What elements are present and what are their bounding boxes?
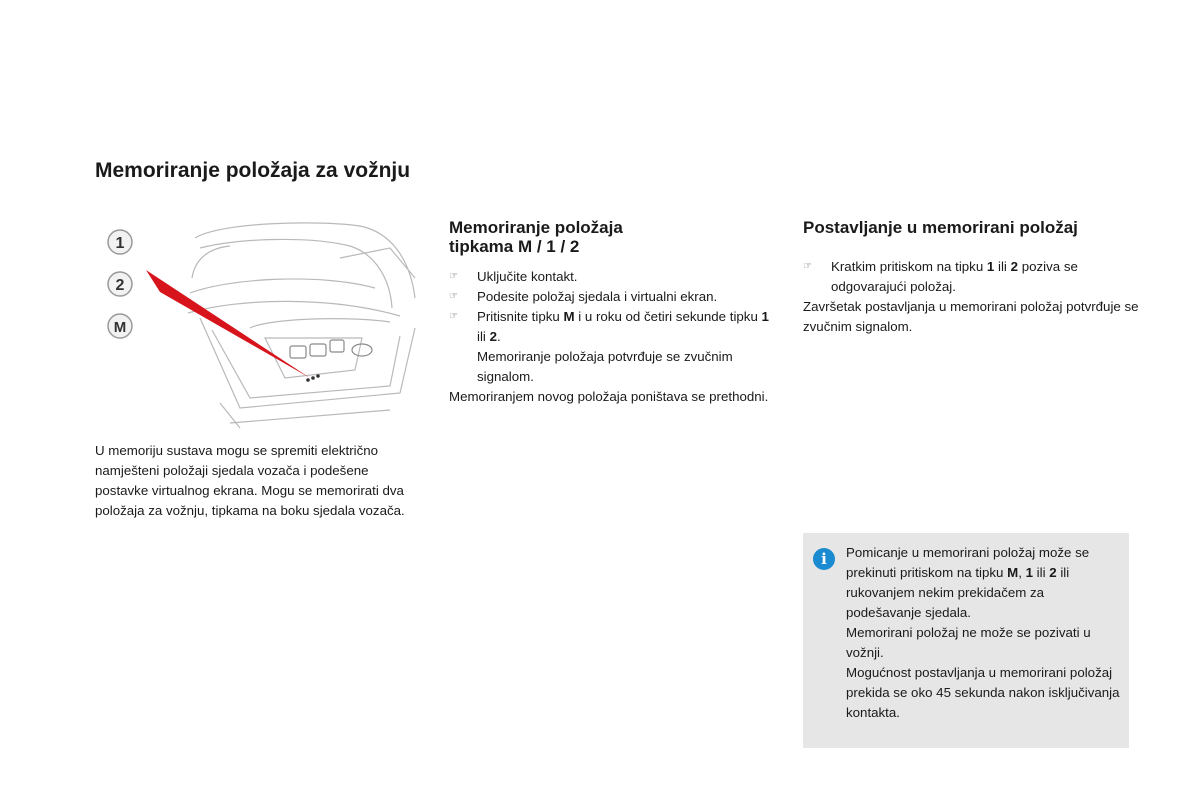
info-paragraph-2: Memorirani položaj ne može se pozivati u vožnji. <box>846 625 1091 660</box>
store-position-section <box>449 218 779 407</box>
section-heading: Memoriranje položaja tipkama M / 1 / 2 <box>449 218 623 256</box>
footer-note: Memoriranjem novog položaja poništava se prethodni. <box>449 389 769 404</box>
svg-text:1: 1 <box>115 235 125 252</box>
info-paragraph-3: Mogućnost postavljanja u memorirani položaj prekida se oko 45 sekunda nakon isključivanja kontakta. <box>846 665 1120 720</box>
pointer-wedge <box>146 270 310 378</box>
bullet-hand-icon: ☞ <box>449 311 458 322</box>
button-m-icon <box>108 314 132 338</box>
button-2-icon <box>108 272 132 296</box>
list-item: ☞ Podesite položaj sjedala i virtualni ekran. <box>449 287 779 307</box>
section-heading: Postavljanje u memorirani položaj <box>803 218 1078 237</box>
info-box <box>803 533 1129 748</box>
svg-text:M: M <box>113 319 127 336</box>
steps-list <box>803 257 1143 297</box>
steps-list <box>449 267 779 387</box>
bullet-hand-icon: ☞ <box>449 271 458 282</box>
completion-paragraph: Završetak postavljanja u memorirani položaj potvrđuje se zvučnim signalom. <box>803 299 1139 334</box>
seat-memory-illustration <box>100 218 422 430</box>
info-icon: i <box>813 548 835 570</box>
intro-section <box>95 441 425 521</box>
list-item: ☞ Kratkim pritiskom na tipku 1 ili 2 poziva se odgovarajući položaj. <box>803 259 1078 294</box>
seat-drawing <box>100 218 422 430</box>
list-item: ☞ Pritisnite tipku M i u roku od četiri sekunde tipku 1 ili 2. Memoriranje položaja potvrđuje se zvučnim signalom. <box>449 307 779 387</box>
button-1-icon <box>108 230 132 254</box>
svg-text:2: 2 <box>115 277 125 294</box>
recall-position-section <box>803 218 1143 337</box>
info-paragraph-1: Pomicanje u memorirani položaj može se prekinuti pritiskom na tipku M, 1 ili 2 ili rukovanjem nekim prekidačem za podešavanje sjedala. <box>846 545 1090 620</box>
confirmation-note: Memoriranje položaja potvrđuje se zvučnim signalom. <box>477 349 733 384</box>
intro-paragraph: U memoriju sustava mogu se spremiti električno namješteni položaji sjedala vozača i podešene postavke virtualnog ekrana. Mogu se memorirati dva položaja za vožnju, tipkama na boku sjedala vozača. <box>95 443 405 518</box>
bullet-hand-icon: ☞ <box>449 291 458 302</box>
bullet-hand-icon: ☞ <box>803 261 812 272</box>
page-title: Memoriranje položaja za vožnju <box>95 159 411 182</box>
list-item: ☞ Uključite kontakt. <box>449 267 779 287</box>
